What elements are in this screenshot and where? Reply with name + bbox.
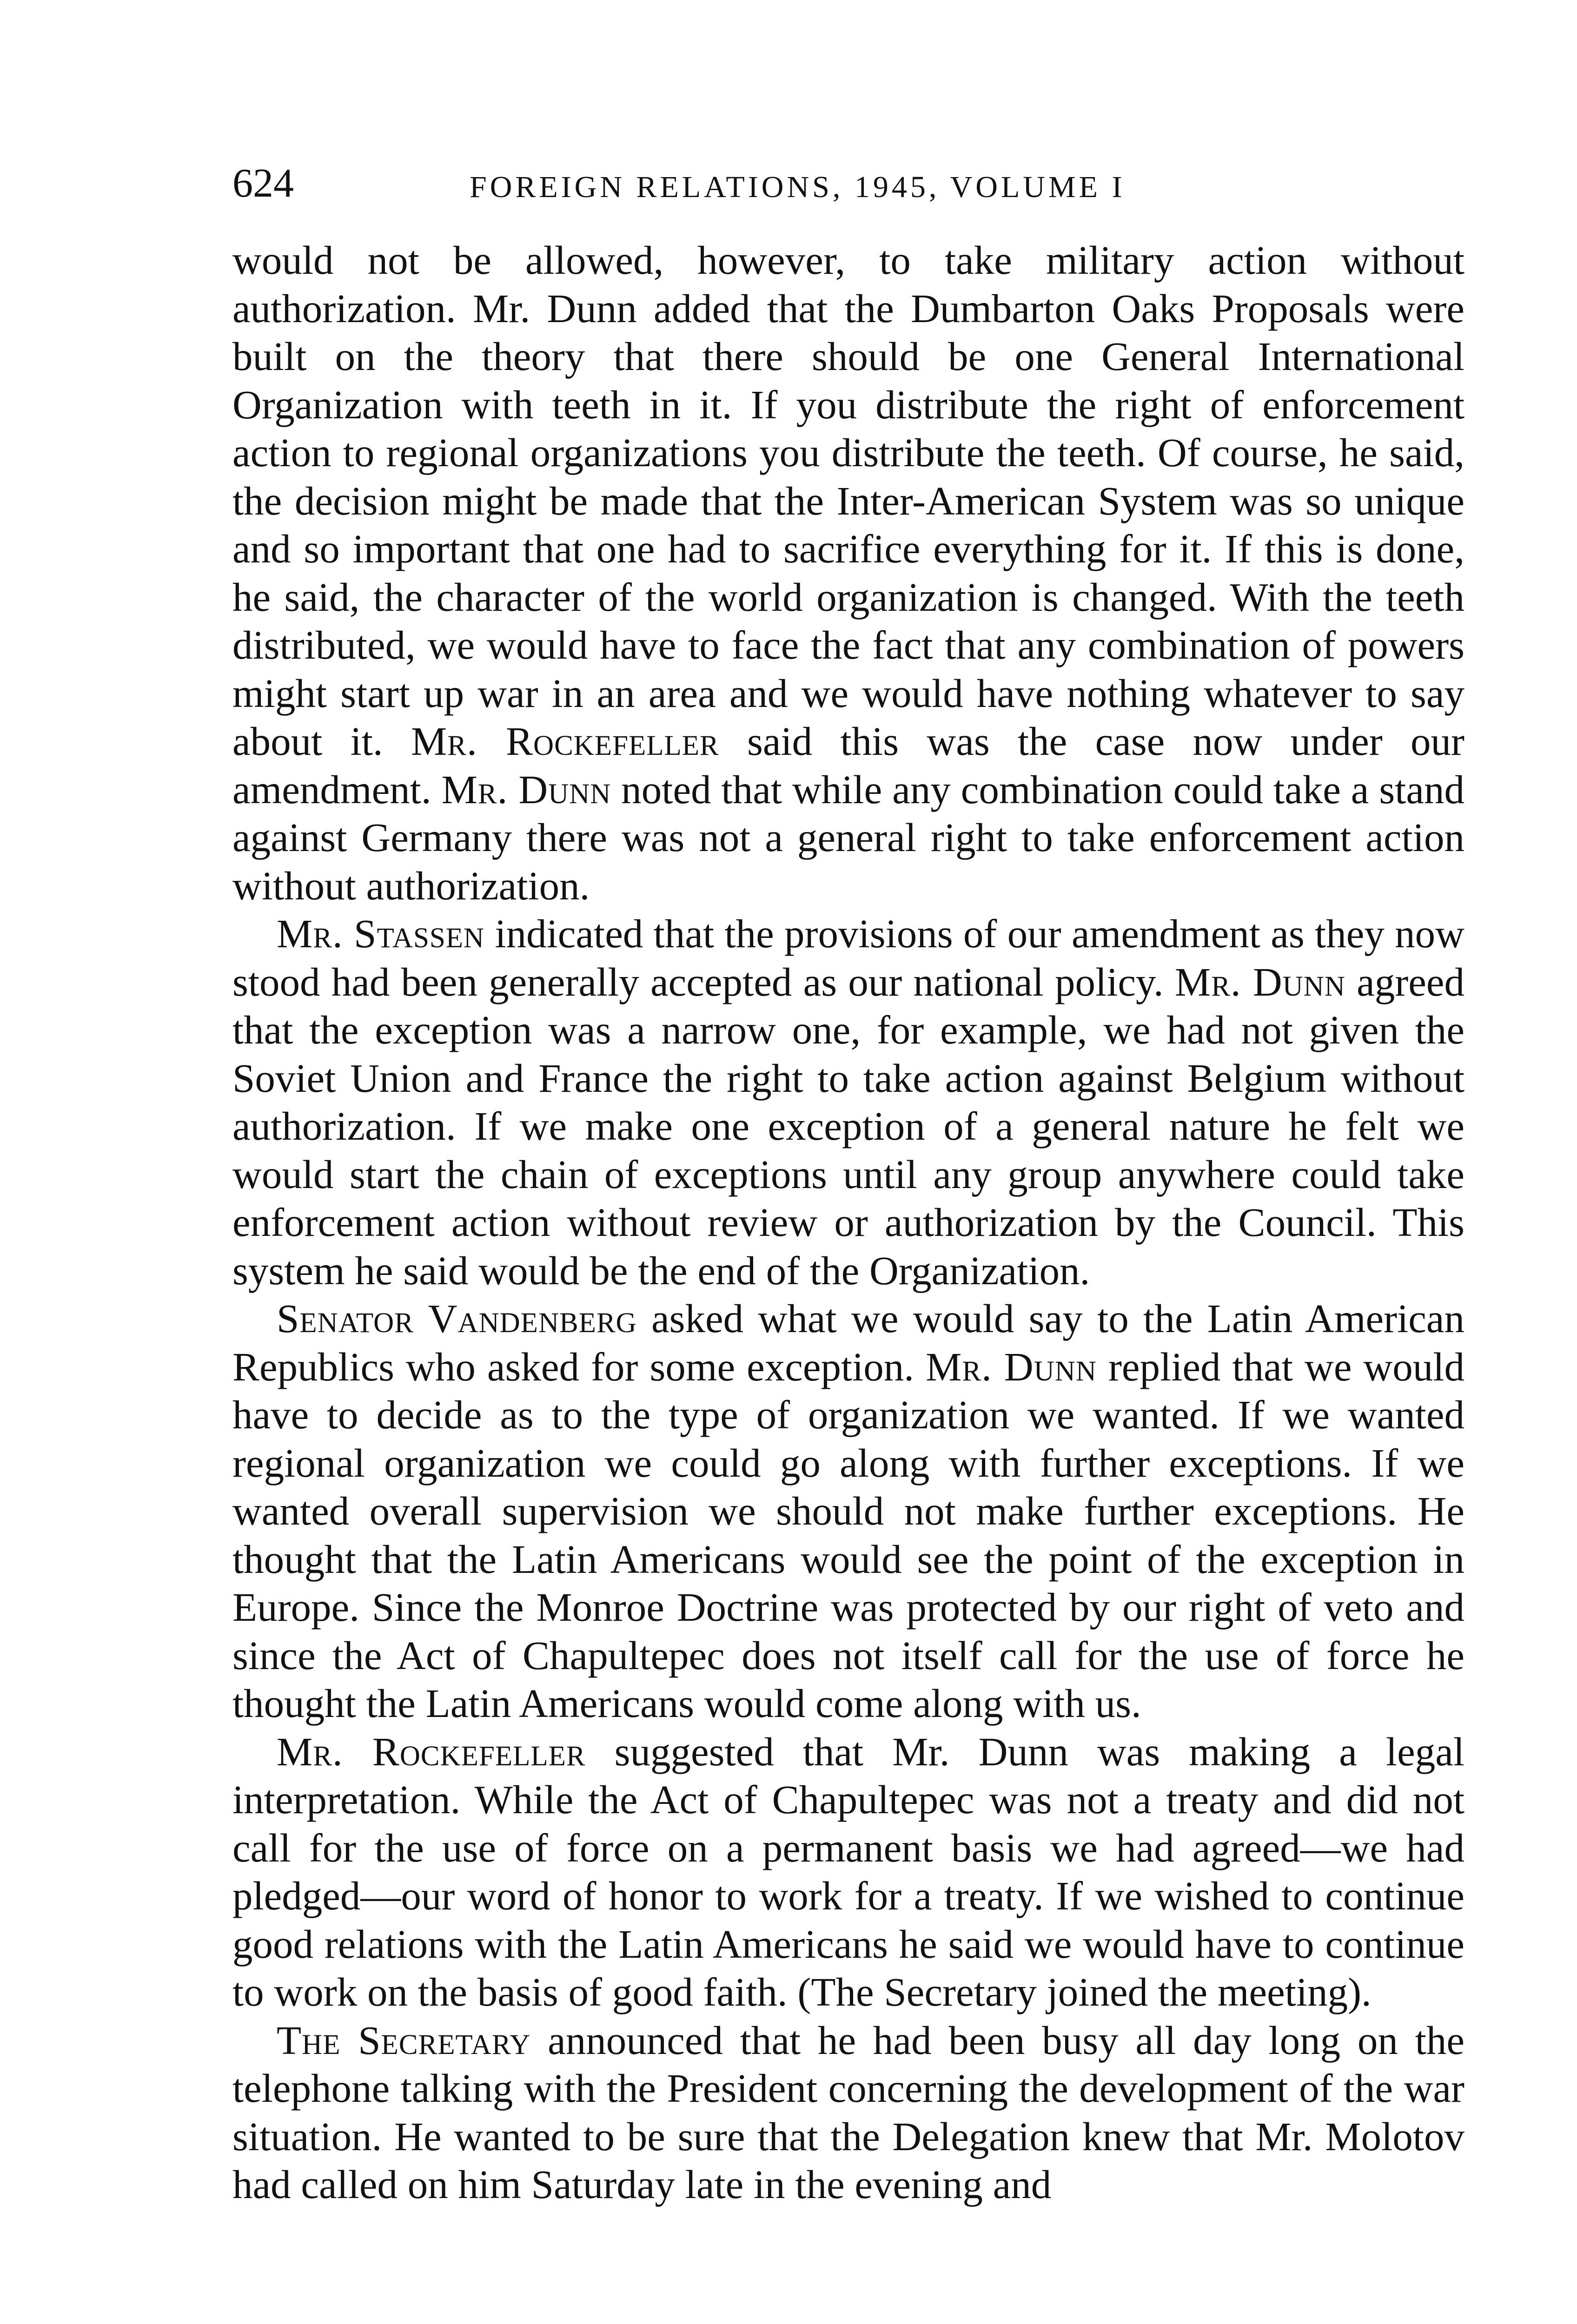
paragraph-text: noted that while any combination could take a stand against Germany there was not a general right to take enforcement action without authorization.	[232, 766, 1465, 908]
paragraph-text: agreed that the exception was a narrow one, for example, we had not given the Soviet Union and France the right to take action against Belgium without authorization. If we make one exception of a general nature he felt we would start the chain of exceptions until any group anywhere could take enforcement action without review or authorization by the Council. This system he said would be the end of the Organization.	[232, 959, 1464, 1293]
paragraph-text: asked what we would say to the Latin American Republics who asked for some exception.	[232, 1296, 1464, 1389]
paragraph-text: indicated that the provisions of our amendment as they now stood had been generally accepted as our national policy.	[232, 911, 1464, 1004]
page-number: 624	[232, 161, 294, 206]
paragraph-text: suggested that Mr. Dunn was making a legal interpretation. While the Act of Chapultepec was not a treaty and did not call for the use of force on a permanent basis we had agreed—we had pledged—our word of honor to work for a treaty. If we wished to continue good relations with the Latin Americans he said we would have to continue to work on the basis of good faith. (The Secretary joined the meeting).	[232, 1729, 1465, 2014]
speaker-name: Mr. Rockefeller	[277, 1729, 586, 1774]
paragraph	[232, 910, 1464, 1294]
paragraph	[232, 2016, 1464, 2209]
speaker-name: Mr. Dunn	[441, 766, 611, 812]
speaker-name: Mr. Stassen	[277, 911, 485, 956]
speaker-name: Mr. Dunn	[1174, 959, 1345, 1004]
body-text	[232, 236, 1464, 2209]
paragraph	[232, 1294, 1464, 1728]
speaker-name: Senator Vandenberg	[277, 1296, 637, 1341]
paragraph	[232, 236, 1464, 910]
paragraph-text: would not be allowed, however, to take military action without authorization. Mr. Dunn added that the Dumbarton Oaks Proposals were built on the theory that there should be one General International Organization with teeth in it. If you distribute the right of enforcement action to regional organizations you distribute the teeth. Of course, he said, the decision might be made that the Inter-American System was so unique and so important that one had to sacrifice everything for it. If this is done, he said, the character of the world organization is changed. With the teeth distributed, we would have to face the fact that any combination of powers might start up war in an area and we would have nothing whatever to say about it.	[232, 238, 1464, 764]
page-header	[232, 160, 1469, 207]
paragraph-text: replied that we would have to decide as to the type of organization we wanted. If we wanted regional organization we could go along with further exceptions. If we wanted overall supervision we should not make further exceptions. He thought that the Latin Americans would see the point of the exception in Europe. Since the Monroe Doctrine was protected by our right of veto and since the Act of Chapultepec does not itself call for the use of force he thought the Latin Americans would come along with us.	[232, 1344, 1464, 1726]
paragraph-text: said this was the case now under our amendment.	[232, 719, 1464, 812]
speaker-name: Mr. Dunn	[926, 1344, 1097, 1389]
speaker-name: The Secretary	[277, 2017, 531, 2063]
paragraph-text: announced that he had been busy all day long on the telephone talking with the President concerning the development of the war situation. He wanted to be sure that the Delegation knew that Mr. Molotov had called on him Saturday late in the evening and	[232, 2017, 1464, 2207]
running-head: FOREIGN RELATIONS, 1945, VOLUME I	[470, 170, 1126, 204]
speaker-name: Mr. Rockefeller	[411, 719, 719, 764]
paragraph	[232, 1728, 1464, 2016]
